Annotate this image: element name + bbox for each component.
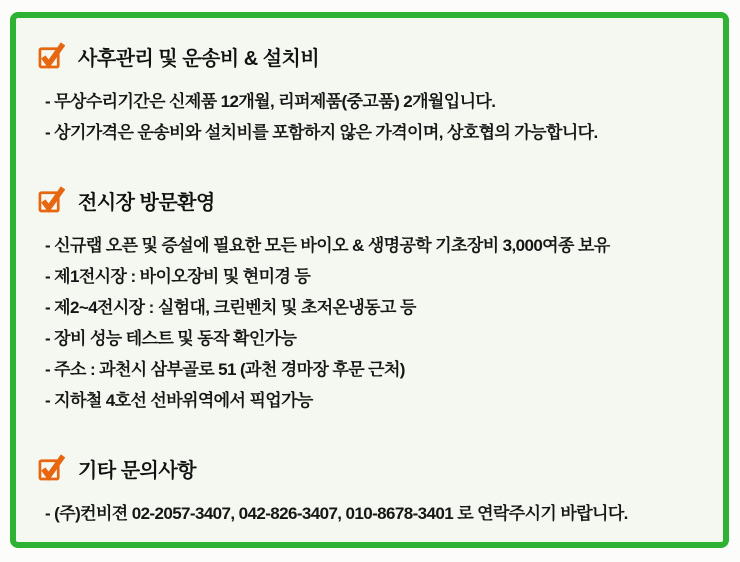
list-item: - 제2~4전시장 : 실험대, 크린벤치 및 초저온냉동고 등 [45, 298, 416, 317]
list-item: - 상기가격은 운송비와 설치비를 포함하지 않은 가격이며, 상호협의 가능합니다. [45, 123, 598, 142]
section-header [38, 44, 705, 68]
list-item: - 장비 성능 테스트 및 동작 확인가능 [45, 329, 297, 348]
section-items [38, 86, 705, 148]
section-items [38, 230, 705, 416]
checked-checkbox-icon [38, 185, 65, 212]
list-item: - 신규랩 오픈 및 증설에 필요한 모든 바이오 & 생명공학 기초장비 3,000여종 보유 [45, 236, 610, 255]
section-title: 사후관리 및 운송비 & 설치비 [78, 47, 320, 70]
notice-panel [10, 12, 729, 548]
section-after-sales [38, 44, 705, 148]
section-title: 기타 문의사항 [78, 459, 196, 482]
checked-checkbox-icon [38, 41, 65, 68]
section-title: 전시장 방문환영 [78, 191, 215, 214]
checked-checkbox-icon [38, 453, 65, 480]
section-header [38, 188, 705, 212]
section-header [38, 456, 705, 480]
list-item: - (주)컨비젼 02-2057-3407, 042-826-3407, 010-8678-3401 로 연락주시기 바랍니다. [45, 504, 628, 523]
section-items [38, 498, 705, 529]
section-inquiries [38, 456, 705, 529]
list-item: - 주소 : 과천시 삼부골로 51 (과천 경마장 후문 근처) [45, 360, 405, 379]
list-item: - 지하철 4호선 선바위역에서 픽업가능 [45, 391, 313, 410]
section-showroom [38, 188, 705, 416]
list-item: - 무상수리기간은 신제품 12개월, 리퍼제품(중고품) 2개월입니다. [45, 92, 496, 111]
list-item: - 제1전시장 : 바이오장비 및 현미경 등 [45, 267, 311, 286]
